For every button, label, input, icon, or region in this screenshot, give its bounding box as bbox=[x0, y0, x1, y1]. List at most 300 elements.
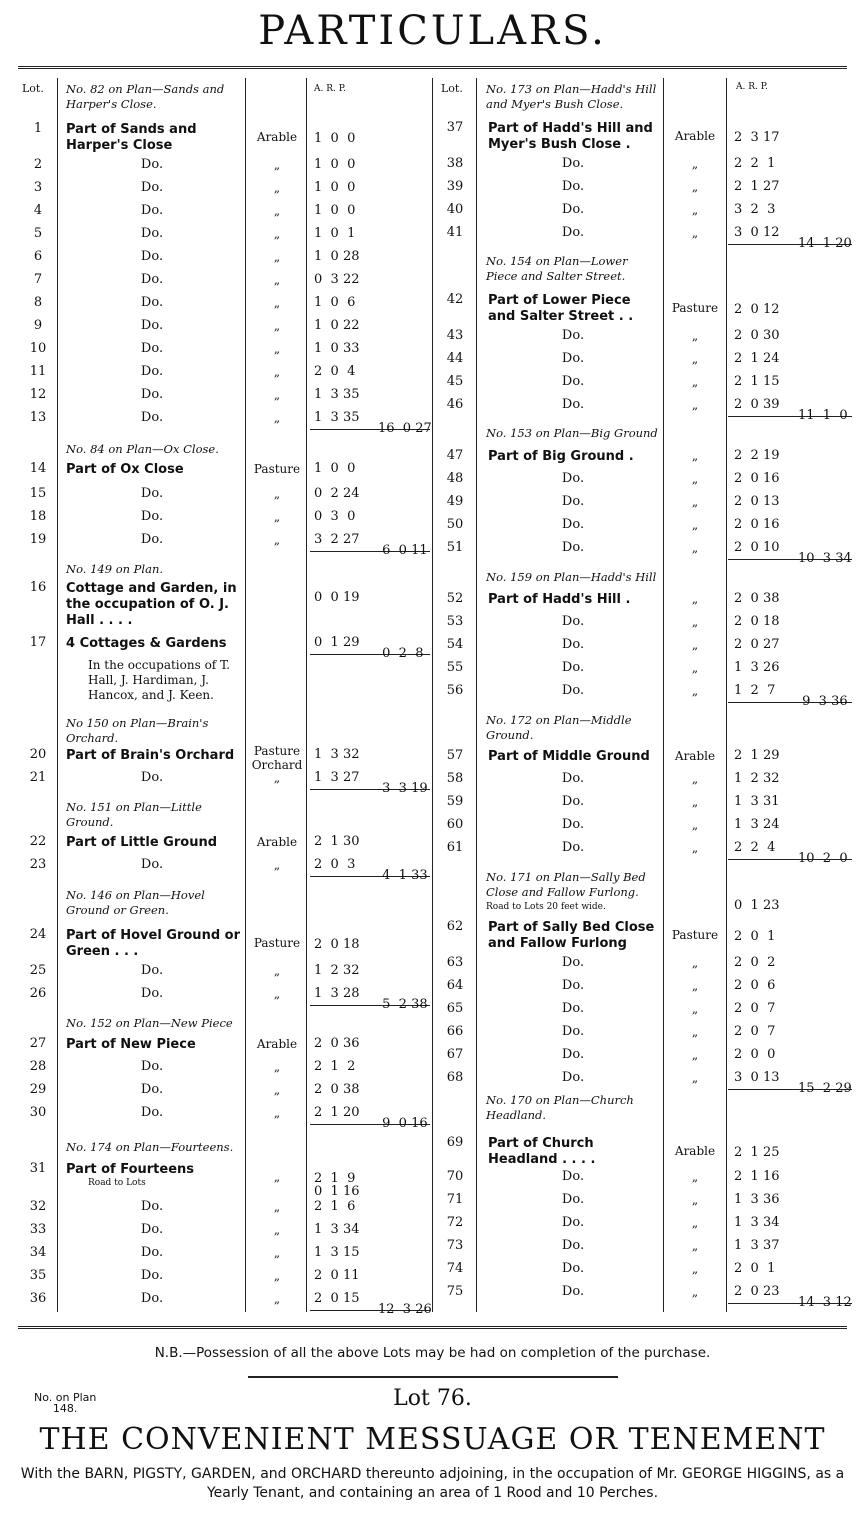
area-value: 2 0 16 bbox=[734, 517, 780, 532]
land-use: „ bbox=[273, 1269, 281, 1283]
lot-number: 55 bbox=[446, 660, 464, 675]
lot-number: 9 bbox=[33, 318, 43, 333]
subtotal-value: 4 1 33 bbox=[378, 868, 428, 883]
land-use: Pasture bbox=[253, 936, 301, 950]
land-use: „ bbox=[691, 661, 699, 675]
lot-number: 45 bbox=[446, 374, 464, 389]
land-use: „ bbox=[273, 296, 281, 310]
land-use: „ bbox=[691, 226, 699, 240]
area-value: 2 0 2 bbox=[734, 955, 776, 970]
land-use: „ bbox=[691, 329, 699, 343]
plan-reference: No. 149 on Plan. bbox=[66, 562, 164, 576]
left-lot-divider bbox=[57, 78, 58, 1312]
land-use: „ bbox=[273, 365, 281, 379]
area-value: 2 0 4 bbox=[314, 364, 356, 379]
lot-number: 17 bbox=[29, 635, 47, 650]
lot-number: 12 bbox=[29, 387, 47, 402]
lot-description: Part of Sally Bed Close and Fallow Furlong bbox=[488, 920, 655, 951]
lot-description: Part of Ox Close bbox=[66, 462, 184, 477]
lot-number: 44 bbox=[446, 351, 464, 366]
road-note: Road to Lots 20 feet wide. bbox=[486, 902, 606, 912]
lot-description: Do. bbox=[561, 683, 585, 698]
lot-description: Part of Big Ground . bbox=[488, 449, 634, 464]
lot-number: 74 bbox=[446, 1261, 464, 1276]
area-value: 2 1 27 bbox=[734, 179, 780, 194]
lot-description: Do. bbox=[561, 817, 585, 832]
area-value: 1 3 36 bbox=[734, 1192, 780, 1207]
land-use: „ bbox=[691, 180, 699, 194]
area-value: 1 3 15 bbox=[314, 1245, 360, 1260]
lot-number: 36 bbox=[29, 1291, 47, 1306]
area-value: 0 3 0 bbox=[314, 509, 356, 524]
subtotal-value: 9 3 36 bbox=[798, 694, 848, 709]
land-use: „ bbox=[273, 1170, 281, 1184]
land-use: „ bbox=[273, 533, 281, 547]
lot-description: Do. bbox=[561, 1001, 585, 1016]
subtotal-value: 14 1 20 bbox=[798, 236, 852, 251]
lot-description: Do. bbox=[140, 963, 164, 978]
lot-description: Do. bbox=[561, 1215, 585, 1230]
lot-number: 29 bbox=[29, 1082, 47, 1097]
lot-number: 66 bbox=[446, 1024, 464, 1039]
subtotal-value: 10 2 0 bbox=[798, 851, 848, 866]
land-use: „ bbox=[691, 818, 699, 832]
lot-number: 57 bbox=[446, 748, 464, 763]
area-value: 2 0 30 bbox=[734, 328, 780, 343]
land-use: „ bbox=[691, 638, 699, 652]
land-use: „ bbox=[691, 592, 699, 606]
area-value: 2 0 27 bbox=[734, 637, 780, 652]
subtotal-value: 12 3 26 bbox=[378, 1302, 432, 1317]
lot-description: Do. bbox=[561, 771, 585, 786]
area-value: 1 0 1 bbox=[314, 226, 356, 241]
land-use: „ bbox=[273, 487, 281, 501]
lot-number: 73 bbox=[446, 1238, 464, 1253]
lot-description: Do. bbox=[140, 1082, 164, 1097]
land-use: „ bbox=[691, 772, 699, 786]
area-value: 3 0 13 bbox=[734, 1070, 780, 1085]
land-use: „ bbox=[273, 1223, 281, 1237]
area-value: 2 1 29 bbox=[734, 748, 780, 763]
lot-description: Do. bbox=[140, 295, 164, 310]
lot-number: 40 bbox=[446, 202, 464, 217]
plan-reference: No. 151 on Plan—Little Ground. bbox=[66, 800, 202, 829]
lot-number: 67 bbox=[446, 1047, 464, 1062]
plan-reference: No 150 on Plan—Brain's Orchard. bbox=[66, 716, 209, 745]
lot-description: Do. bbox=[561, 1284, 585, 1299]
lot-description: Do. bbox=[140, 1222, 164, 1237]
area-value: 1 3 32 bbox=[314, 747, 360, 762]
lot-description: Do. bbox=[140, 509, 164, 524]
land-use: „ bbox=[691, 157, 699, 171]
area-value: 2 2 4 bbox=[734, 840, 776, 855]
lot-number: 54 bbox=[446, 637, 464, 652]
subtotal-value: 9 0 16 bbox=[378, 1116, 428, 1131]
lot-description: Do. bbox=[561, 540, 585, 555]
lot-number: 56 bbox=[446, 683, 464, 698]
lot-number: 39 bbox=[446, 179, 464, 194]
area-value: 2 0 12 bbox=[734, 302, 780, 317]
lot-description: Do. bbox=[561, 1169, 585, 1184]
lot-number: 52 bbox=[446, 591, 464, 606]
land-use: „ bbox=[273, 1083, 281, 1097]
plan-reference: No. 172 on Plan—Middle Ground. bbox=[486, 713, 632, 742]
lot-number: 43 bbox=[446, 328, 464, 343]
lot-description: Do. bbox=[140, 318, 164, 333]
area-value: 1 3 37 bbox=[734, 1238, 780, 1253]
lot-number: 42 bbox=[446, 292, 464, 307]
lot-description: Part of New Piece bbox=[66, 1037, 196, 1052]
area-value: 2 0 0 bbox=[734, 1047, 776, 1062]
land-use: „ bbox=[273, 273, 281, 287]
land-use: „ bbox=[273, 319, 281, 333]
lot-number: 49 bbox=[446, 494, 464, 509]
plan-reference: No. 146 on Plan—Hovel Ground or Green. bbox=[66, 888, 205, 917]
land-use: „ bbox=[691, 1193, 699, 1207]
land-use: „ bbox=[691, 1216, 699, 1230]
area-value: 3 0 12 bbox=[734, 225, 780, 240]
lot-76-description: With the BARN, PIGSTY, GARDEN, and ORCHARD thereunto adjoining, in the occupation of Mr. GEORGE HIGGINS, as a Yearly Tenant, and containing an area of 1 Rood and 10 Perches. bbox=[20, 1466, 845, 1501]
land-use: „ bbox=[691, 1048, 699, 1062]
lot-number: 10 bbox=[29, 341, 47, 356]
lot-description: Do. bbox=[140, 532, 164, 547]
lot-description: Part of Brain's Orchard bbox=[66, 748, 235, 763]
lot-number: 7 bbox=[33, 272, 43, 287]
lot-description: Do. bbox=[561, 1192, 585, 1207]
lot-description: Part of Church Headland . . . . bbox=[488, 1136, 596, 1167]
area-value: 1 3 24 bbox=[734, 817, 780, 832]
land-use: „ bbox=[273, 388, 281, 402]
lot-description: Part of Little Ground bbox=[66, 835, 218, 850]
lot-number: 27 bbox=[29, 1036, 47, 1051]
land-use: „ bbox=[691, 1025, 699, 1039]
land-use: „ bbox=[691, 795, 699, 809]
land-use: Pasture bbox=[671, 928, 719, 942]
lot-description: Do. bbox=[561, 374, 585, 389]
lot-description: Do. bbox=[140, 249, 164, 264]
land-use: „ bbox=[273, 411, 281, 425]
plan-reference: No. 171 on Plan—Sally Bed Close and Fallow Furlong. bbox=[486, 870, 646, 899]
area-value: 0 2 24 bbox=[314, 486, 360, 501]
area-value: 2 0 1 bbox=[734, 1261, 776, 1276]
subtotal-value: 10 3 34 bbox=[798, 551, 852, 566]
lot-number: 69 bbox=[446, 1135, 464, 1150]
lot-number: 59 bbox=[446, 794, 464, 809]
lot-description: Do. bbox=[561, 328, 585, 343]
lot-description: Part of Fourteens bbox=[66, 1162, 195, 1177]
lot-number: 26 bbox=[29, 986, 47, 1001]
top-rule bbox=[18, 66, 847, 69]
land-use: Arable bbox=[256, 130, 298, 144]
area-value: 2 0 13 bbox=[734, 494, 780, 509]
land-use: „ bbox=[691, 979, 699, 993]
plan-number-value: 148. bbox=[52, 1402, 78, 1415]
area-value: 1 2 7 bbox=[734, 683, 776, 698]
plan-reference: No. 152 on Plan—New Piece bbox=[66, 1016, 233, 1030]
area-value: 2 0 7 bbox=[734, 1001, 776, 1016]
lot-number: 21 bbox=[29, 770, 47, 785]
subtotal-value: 16 0 27 bbox=[378, 421, 432, 436]
lot-description: Do. bbox=[140, 986, 164, 1001]
area-value: 1 2 32 bbox=[734, 771, 780, 786]
subtotal-value: 3 3 19 bbox=[378, 781, 428, 796]
lot-description: Do. bbox=[561, 955, 585, 970]
land-use: „ bbox=[691, 1285, 699, 1299]
area-value: 1 2 32 bbox=[314, 963, 360, 978]
area-value: 0 1 23 bbox=[734, 898, 780, 913]
page-title: PARTICULARS. bbox=[258, 8, 607, 54]
lot-number: 38 bbox=[446, 156, 464, 171]
lot-number: 24 bbox=[29, 927, 47, 942]
area-value: 0 3 22 bbox=[314, 272, 360, 287]
lot-description: Do. bbox=[140, 1291, 164, 1306]
lot-number: 60 bbox=[446, 817, 464, 832]
lot-description: Do. bbox=[140, 1268, 164, 1283]
lot-description: Do. bbox=[561, 840, 585, 855]
area-value: 2 1 2 bbox=[314, 1059, 356, 1074]
lot-description: 4 Cottages & Gardens bbox=[66, 636, 227, 651]
divider bbox=[248, 1376, 618, 1378]
subtotal-value: 15 2 29 bbox=[798, 1081, 852, 1096]
area-value: 2 1 9 bbox=[314, 1171, 356, 1186]
lot-description: Do. bbox=[140, 857, 164, 872]
lot-description: Do. bbox=[561, 225, 585, 240]
lot-76-title: THE CONVENIENT MESSUAGE OR TENEMENT bbox=[39, 1422, 826, 1457]
lot-number: 3 bbox=[33, 180, 43, 195]
lot-number: 37 bbox=[446, 120, 464, 135]
area-value: 1 0 28 bbox=[314, 249, 360, 264]
lot-description: Do. bbox=[140, 770, 164, 785]
area-value: 2 0 6 bbox=[734, 978, 776, 993]
land-use: „ bbox=[273, 342, 281, 356]
center-divider bbox=[432, 78, 433, 1312]
lot-description: Part of Sands and Harper's Close bbox=[66, 122, 197, 153]
lot-number: 18 bbox=[29, 509, 47, 524]
lot-number: 62 bbox=[446, 919, 464, 934]
right-arp-header: A. R. P. bbox=[736, 82, 768, 92]
land-use: „ bbox=[691, 541, 699, 555]
land-use: „ bbox=[273, 771, 281, 785]
lot-description: Do. bbox=[561, 1070, 585, 1085]
lot-description: Do. bbox=[561, 397, 585, 412]
lot-number: 35 bbox=[29, 1268, 47, 1283]
lot-description: Do. bbox=[140, 226, 164, 241]
lot-description: Do. bbox=[140, 341, 164, 356]
lot-number: 8 bbox=[33, 295, 43, 310]
land-use: „ bbox=[691, 1262, 699, 1276]
lot-description: Do. bbox=[561, 156, 585, 171]
lot-number: 48 bbox=[446, 471, 464, 486]
land-use: Pasture bbox=[671, 301, 719, 315]
land-use: „ bbox=[691, 472, 699, 486]
land-use: „ bbox=[691, 1239, 699, 1253]
lot-description: Do. bbox=[561, 1238, 585, 1253]
plan-reference: No. 82 on Plan—Sands and Harper's Close. bbox=[66, 82, 225, 111]
lot-number: 61 bbox=[446, 840, 464, 855]
area-value: 0 0 19 bbox=[314, 590, 360, 605]
land-use: „ bbox=[691, 518, 699, 532]
lot-description: Do. bbox=[140, 364, 164, 379]
occupation-note: In the occupations of T. Hall, J. Hardiman, J. Hancox, and J. Keen. bbox=[88, 658, 231, 702]
area-value: 2 0 36 bbox=[314, 1036, 360, 1051]
land-use: „ bbox=[691, 956, 699, 970]
lot-description: Cottage and Garden, in the occupation of O. J. Hall . . . . bbox=[66, 581, 237, 628]
lot-number: 16 bbox=[29, 580, 47, 595]
area-value: 1 0 0 bbox=[314, 131, 356, 146]
lot-number: 20 bbox=[29, 747, 47, 762]
bottom-rule bbox=[18, 1326, 847, 1329]
land-use: „ bbox=[691, 352, 699, 366]
land-use: „ bbox=[273, 204, 281, 218]
lot-description: Do. bbox=[140, 1105, 164, 1120]
lot-number: 41 bbox=[446, 225, 464, 240]
lot-description: Do. bbox=[561, 1047, 585, 1062]
left-lot-header: Lot. bbox=[22, 82, 44, 95]
lot-number: 2 bbox=[33, 157, 43, 172]
plan-reference: No. 159 on Plan—Hadd's Hill bbox=[486, 570, 657, 584]
plan-reference: No. 153 on Plan—Big Ground bbox=[486, 426, 658, 440]
lot-description: Do. bbox=[561, 471, 585, 486]
area-value: 2 0 3 bbox=[314, 857, 356, 872]
lot-number: 19 bbox=[29, 532, 47, 547]
area-value: 2 0 39 bbox=[734, 397, 780, 412]
lot-number: 75 bbox=[446, 1284, 464, 1299]
land-use: „ bbox=[691, 1170, 699, 1184]
land-use: „ bbox=[273, 1246, 281, 1260]
lot-description: Do. bbox=[140, 1199, 164, 1214]
lot-description: Part of Lower Piece and Salter Street . . bbox=[488, 293, 634, 324]
right-lot-header: Lot. bbox=[441, 82, 463, 95]
land-use: „ bbox=[691, 398, 699, 412]
lot-description: Do. bbox=[140, 203, 164, 218]
area-value: 2 0 23 bbox=[734, 1284, 780, 1299]
lot-number: 65 bbox=[446, 1001, 464, 1016]
land-use: „ bbox=[273, 510, 281, 524]
lot-description: Do. bbox=[561, 978, 585, 993]
area-value: 2 0 18 bbox=[734, 614, 780, 629]
lot-number: 53 bbox=[446, 614, 464, 629]
area-value: 2 1 16 bbox=[734, 1169, 780, 1184]
lot-number: 4 bbox=[33, 203, 43, 218]
lot-number: 31 bbox=[29, 1161, 47, 1176]
lot-number: 28 bbox=[29, 1059, 47, 1074]
lot-number: 71 bbox=[446, 1192, 464, 1207]
lot-description: Do. bbox=[140, 157, 164, 172]
subtotal-value: 11 1 0 bbox=[798, 408, 848, 423]
subtotal-value: 5 2 38 bbox=[378, 997, 428, 1012]
lot-description: Part of Hovel Ground or Green . . . bbox=[66, 928, 240, 959]
area-value: 1 0 0 bbox=[314, 157, 356, 172]
lot-number: 64 bbox=[446, 978, 464, 993]
lot-number: 22 bbox=[29, 834, 47, 849]
area-value: 2 0 1 bbox=[734, 929, 776, 944]
right-lot-divider bbox=[476, 78, 477, 1312]
area-value: 2 0 10 bbox=[734, 540, 780, 555]
plan-reference: No. 170 on Plan—Church Headland. bbox=[486, 1093, 634, 1122]
lot-number: 50 bbox=[446, 517, 464, 532]
lot-description: Do. bbox=[140, 272, 164, 287]
land-use: „ bbox=[273, 158, 281, 172]
lot-description: Do. bbox=[140, 1245, 164, 1260]
lot-description: Do. bbox=[561, 351, 585, 366]
lot-description: Do. bbox=[140, 1059, 164, 1074]
lot-number: 32 bbox=[29, 1199, 47, 1214]
area-value: 1 3 35 bbox=[314, 387, 360, 402]
land-use: „ bbox=[691, 495, 699, 509]
area-value: 2 3 17 bbox=[734, 130, 780, 145]
area-value: 2 1 20 bbox=[314, 1105, 360, 1120]
possession-note: N.B.—Possession of all the above Lots may be had on completion of the purchase. bbox=[154, 1345, 711, 1361]
subtotal-value: 14 3 12 bbox=[798, 1295, 852, 1310]
land-use: „ bbox=[691, 615, 699, 629]
lot-number: 47 bbox=[446, 448, 464, 463]
land-use: „ bbox=[273, 964, 281, 978]
area-value: 0 1 29 bbox=[314, 635, 360, 650]
lot-number: 30 bbox=[29, 1105, 47, 1120]
area-value: 1 3 31 bbox=[734, 794, 780, 809]
lot-number: 70 bbox=[446, 1169, 464, 1184]
area-value: 1 3 27 bbox=[314, 770, 360, 785]
plan-reference: No. 154 on Plan—Lower Piece and Salter Street. bbox=[486, 254, 628, 283]
area-value: 2 1 24 bbox=[734, 351, 780, 366]
land-use: „ bbox=[691, 375, 699, 389]
area-value: 1 0 22 bbox=[314, 318, 360, 333]
area-value: 2 2 19 bbox=[734, 448, 780, 463]
lot-number: 33 bbox=[29, 1222, 47, 1237]
lot-description: Part of Middle Ground bbox=[488, 749, 650, 764]
land-use: Arable bbox=[674, 129, 716, 143]
area-value: 1 0 0 bbox=[314, 461, 356, 476]
lot-description: Do. bbox=[140, 486, 164, 501]
land-use: „ bbox=[273, 987, 281, 1001]
lot-description: Do. bbox=[140, 410, 164, 425]
area-value: 1 3 26 bbox=[734, 660, 780, 675]
lot-number: 6 bbox=[33, 249, 43, 264]
area-value: 2 0 7 bbox=[734, 1024, 776, 1039]
lot-description: Do. bbox=[561, 660, 585, 675]
lot-description: Part of Hadd's Hill . bbox=[488, 592, 631, 607]
lot-description: Do. bbox=[561, 1024, 585, 1039]
plan-reference: No. 173 on Plan—Hadd's Hill and Myer's Bush Close. bbox=[486, 82, 657, 111]
area-value: 2 0 18 bbox=[314, 937, 360, 952]
lot-number: 46 bbox=[446, 397, 464, 412]
area-value: 2 0 16 bbox=[734, 471, 780, 486]
lot-description: Do. bbox=[140, 180, 164, 195]
lot-number: 1 bbox=[33, 121, 43, 136]
plan-reference: No. 84 on Plan—Ox Close. bbox=[66, 442, 219, 456]
lot-description: Part of Hadd's Hill and Myer's Bush Close . bbox=[488, 121, 653, 152]
area-value: 3 2 27 bbox=[314, 532, 360, 547]
lot-description: Do. bbox=[561, 494, 585, 509]
area-value: 1 3 34 bbox=[734, 1215, 780, 1230]
land-use: Arable bbox=[674, 749, 716, 763]
land-use: „ bbox=[273, 858, 281, 872]
land-use: „ bbox=[273, 1292, 281, 1306]
lot-number: 11 bbox=[29, 364, 47, 379]
land-use: Arable bbox=[256, 835, 298, 849]
lot-number: 25 bbox=[29, 963, 47, 978]
right-use-divider bbox=[726, 78, 727, 1312]
lot-number: 58 bbox=[446, 771, 464, 786]
lot-number: 23 bbox=[29, 857, 47, 872]
area-value: 2 0 11 bbox=[314, 1268, 360, 1283]
area-value: 2 1 15 bbox=[734, 374, 780, 389]
land-use: „ bbox=[691, 841, 699, 855]
lot-number: 72 bbox=[446, 1215, 464, 1230]
land-use: „ bbox=[273, 181, 281, 195]
lot-number: 14 bbox=[29, 461, 47, 476]
area-value: 1 3 35 bbox=[314, 410, 360, 425]
